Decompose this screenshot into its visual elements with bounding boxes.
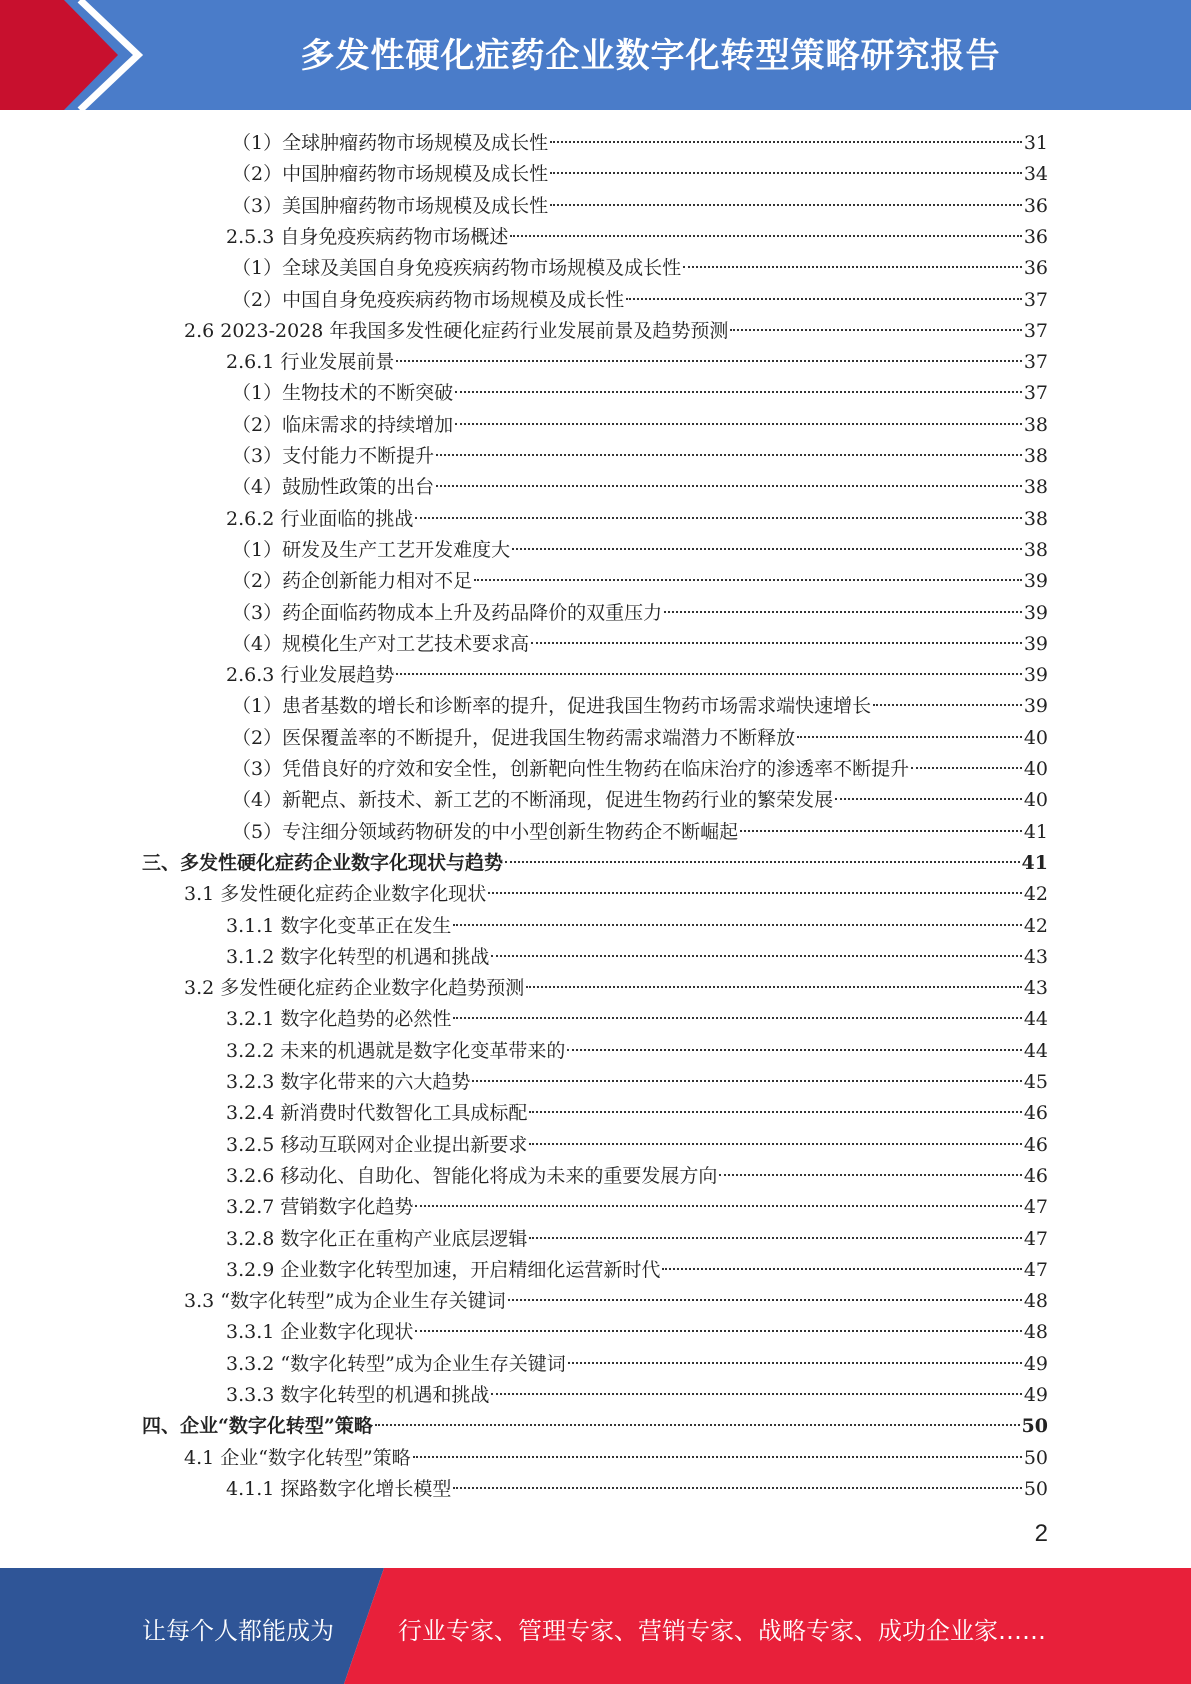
toc-entry-title: （2）药企创新能力相对不足 — [232, 570, 473, 593]
toc-entry-page: 40 — [1023, 726, 1048, 749]
toc-entry-page: 36 — [1023, 225, 1048, 248]
toc-dot-leader — [436, 454, 1022, 456]
toc-dot-leader — [474, 579, 1022, 581]
toc-entry-title: （2）医保覆盖率的不断提升，促进我国生物药需求端潜力不断释放 — [232, 726, 796, 749]
toc-entry[interactable] — [226, 222, 1048, 253]
toc-entry-page: 39 — [1023, 632, 1048, 655]
toc-entry[interactable] — [226, 504, 1048, 535]
toc-entry-page: 36 — [1023, 194, 1048, 217]
toc-entry-page: 40 — [1023, 789, 1048, 812]
toc-entry-title: （3）支付能力不断提升 — [232, 445, 435, 467]
toc-entry-title: 3.2 多发性硬化症药企业数字化趋势预测 — [184, 977, 525, 1000]
toc-entry-title: 3.1.2 数字化转型的机遇和挑战 — [226, 945, 490, 968]
toc-entry[interactable] — [226, 1036, 1048, 1067]
toc-dot-leader — [835, 798, 1022, 800]
toc-dot-leader — [455, 391, 1022, 393]
toc-entry-page: 40 — [1023, 758, 1048, 780]
toc-entry[interactable] — [226, 1255, 1048, 1286]
toc-entry-page: 47 — [1023, 1258, 1048, 1281]
toc-entry-title: 3.2.4 新消费时代数智化工具成标配 — [226, 1102, 528, 1125]
toc-entry-title: （3）药企面临药物成本上升及药品降价的双重压力 — [232, 601, 663, 624]
toc-entry-page: 39 — [1023, 695, 1048, 718]
toc-entry-page: 37 — [1023, 382, 1048, 405]
toc-entry[interactable] — [184, 1286, 1048, 1317]
toc-entry-page: 38 — [1023, 538, 1048, 561]
toc-entry-page: 50 — [1021, 1415, 1048, 1438]
toc-entry[interactable] — [232, 629, 1048, 660]
toc-dot-leader — [436, 485, 1022, 487]
toc-dot-leader — [529, 1143, 1021, 1145]
toc-dot-leader — [508, 1299, 1022, 1301]
toc-dot-leader — [512, 548, 1022, 550]
toc-dot-leader — [531, 642, 1022, 644]
toc-entry[interactable] — [184, 1443, 1048, 1474]
toc-entry[interactable] — [142, 848, 1048, 879]
toc-entry-title: 3.1.1 数字化变革正在发生 — [226, 914, 452, 937]
toc-dot-leader — [526, 986, 1022, 988]
toc-entry[interactable] — [226, 911, 1048, 942]
page-header — [0, 0, 1191, 110]
toc-entry-title: 3.2.8 数字化正在重构产业底层逻辑 — [226, 1227, 528, 1250]
toc-entry-title: 3.2.6 移动化、自助化、智能化将成为未来的重要发展方向 — [226, 1164, 718, 1187]
toc-entry-page: 39 — [1023, 664, 1048, 687]
toc-entry[interactable] — [232, 410, 1048, 441]
toc-entry-title: （4）新靶点、新技术、新工艺的不断涌现，促进生物药行业的繁荣发展 — [232, 789, 834, 812]
toc-dot-leader — [683, 266, 1022, 268]
toc-dot-leader — [719, 1174, 1021, 1176]
toc-entry[interactable] — [232, 285, 1048, 316]
toc-entry-page: 39 — [1023, 570, 1048, 593]
toc-dot-leader — [873, 704, 1022, 706]
toc-entry-page: 48 — [1023, 1290, 1048, 1313]
toc-dot-leader — [662, 1268, 1021, 1270]
toc-dot-leader — [529, 1237, 1021, 1239]
toc-entry-title: （1）生物技术的不断突破 — [232, 382, 454, 405]
toc-entry-page: 44 — [1023, 1008, 1048, 1031]
toc-dot-leader — [455, 423, 1022, 425]
toc-entry[interactable] — [232, 472, 1048, 503]
toc-entry-title: 3.3.2 “数字化转型”成为企业生存关键词 — [226, 1352, 566, 1375]
page-title: 多发性硬化症药企业数字化转型策略研究报告 — [300, 36, 1001, 76]
toc-dot-leader — [413, 1456, 1022, 1458]
toc-entry-title: 4.1 企业“数字化转型”策略 — [184, 1446, 411, 1469]
toc-entry[interactable] — [226, 1130, 1048, 1161]
toc-entry-page: 47 — [1023, 1196, 1048, 1219]
toc-entry-title: 2.6.3 行业发展趋势 — [226, 664, 395, 687]
toc-entry-title: （2）中国肿瘤药物市场规模及成长性 — [232, 163, 549, 186]
toc-dot-leader — [488, 892, 1022, 894]
toc-entry[interactable] — [226, 1349, 1048, 1380]
toc-entry[interactable] — [232, 723, 1048, 754]
toc-entry[interactable] — [184, 973, 1048, 1004]
toc-entry[interactable] — [232, 754, 1048, 785]
toc-dot-leader — [550, 172, 1022, 174]
toc-entry-title: （4）规模化生产对工艺技术要求高 — [232, 632, 530, 655]
toc-entry[interactable] — [226, 347, 1048, 378]
toc-entry-title: （3）凭借良好的疗效和安全性，创新靶向性生物药在临床治疗的渗透率不断提升 — [232, 758, 910, 780]
toc-entry-title: 四、企业“数字化转型”策略 — [142, 1415, 373, 1438]
toc-entry[interactable] — [232, 191, 1048, 222]
toc-entry-page: 37 — [1023, 288, 1048, 311]
toc-entry-title: 3.2.1 数字化趋势的必然性 — [226, 1008, 452, 1031]
toc-entry[interactable] — [226, 942, 1048, 973]
toc-entry-page: 43 — [1023, 945, 1048, 968]
toc-dot-leader — [491, 1393, 1021, 1395]
toc-entry-page: 46 — [1023, 1133, 1048, 1156]
toc-entry[interactable] — [232, 441, 1048, 472]
toc-dot-leader — [491, 955, 1021, 957]
toc-entry[interactable] — [184, 879, 1048, 910]
toc-entry[interactable] — [226, 1317, 1048, 1348]
toc-dot-leader — [415, 1330, 1021, 1332]
toc-entry-title: 3.3.1 企业数字化现状 — [226, 1321, 414, 1344]
toc-entry-page: 42 — [1023, 883, 1048, 906]
toc-dot-leader — [510, 235, 1021, 237]
toc-entry-page: 47 — [1023, 1227, 1048, 1250]
toc-entry-title: 2.5.3 自身免疫疾病药物市场概述 — [226, 225, 509, 248]
toc-entry-title: （1）研发及生产工艺开发难度大 — [232, 538, 511, 561]
toc-entry[interactable] — [184, 316, 1048, 347]
toc-entry-page: 34 — [1023, 163, 1048, 186]
toc-entry[interactable] — [226, 660, 1048, 691]
toc-dot-leader — [740, 830, 1022, 832]
toc-entry[interactable] — [232, 253, 1048, 284]
toc-entry-page: 49 — [1023, 1384, 1048, 1406]
toc-entry[interactable] — [232, 691, 1048, 722]
chevron-logo-icon — [0, 0, 160, 110]
page-footer — [0, 1568, 1191, 1684]
toc-entry-title: （1）患者基数的增长和诊断率的提升，促进我国生物药市场需求端快速增长 — [232, 695, 872, 718]
toc-entry-page: 37 — [1023, 319, 1048, 342]
toc-entry[interactable] — [232, 817, 1048, 848]
toc-entry[interactable] — [226, 1067, 1048, 1098]
toc-entry-page: 38 — [1023, 507, 1048, 530]
toc-entry[interactable] — [226, 1380, 1048, 1411]
toc-dot-leader — [568, 1362, 1022, 1364]
toc-dot-leader — [911, 767, 1022, 769]
toc-entry-title: 3.3.3 数字化转型的机遇和挑战 — [226, 1384, 490, 1406]
toc-entry-page: 50 — [1023, 1477, 1048, 1500]
toc-entry-title: 3.2.7 营销数字化趋势 — [226, 1196, 414, 1219]
toc-entry-page: 38 — [1023, 445, 1048, 467]
toc-entry-page: 38 — [1023, 476, 1048, 499]
toc-entry-title: 3.2.2 未来的机遇就是数字化变革带来的 — [226, 1039, 566, 1062]
toc-entry-title: 2.6.2 行业面临的挑战 — [226, 507, 414, 530]
toc-entry-title: 3.2.3 数字化带来的六大趋势 — [226, 1071, 471, 1093]
toc-dot-leader — [472, 1080, 1021, 1082]
toc-entry-page: 36 — [1023, 257, 1048, 280]
toc-entry[interactable] — [232, 785, 1048, 816]
toc-entry-title: 2.6 2023-2028 年我国多发性硬化症药行业发展前景及趋势预测 — [184, 319, 729, 342]
footer-slogan-right: 行业专家、管理专家、营销专家、战略专家、成功企业家…… — [398, 1617, 1046, 1645]
toc-entry-page: 37 — [1023, 351, 1048, 374]
page-number: 2 — [1034, 1520, 1048, 1547]
toc-entry-title: （2）临床需求的持续增加 — [232, 413, 454, 436]
toc-dot-leader — [550, 141, 1022, 143]
toc-entry-page: 44 — [1023, 1039, 1048, 1062]
toc-entry[interactable] — [232, 378, 1048, 409]
toc-entry[interactable] — [226, 1004, 1048, 1035]
toc-dot-leader — [797, 736, 1022, 738]
toc-entry-page: 50 — [1023, 1446, 1048, 1469]
toc-entry-page: 45 — [1023, 1071, 1048, 1093]
toc-entry[interactable] — [232, 566, 1048, 597]
toc-dot-leader — [453, 1487, 1021, 1489]
toc-entry[interactable] — [142, 1411, 1048, 1442]
toc-entry-page: 48 — [1023, 1321, 1048, 1344]
toc-entry[interactable] — [232, 598, 1048, 629]
toc-entry-page: 42 — [1023, 914, 1048, 937]
toc-entry-title: （3）美国肿瘤药物市场规模及成长性 — [232, 194, 549, 217]
toc-entry-title: 3.2.9 企业数字化转型加速，开启精细化运营新时代 — [226, 1258, 661, 1281]
toc-entry-title: （5）专注细分领域药物研发的中小型创新生物药企不断崛起 — [232, 820, 739, 843]
toc-entry-title: 4.1.1 探路数字化增长模型 — [226, 1477, 452, 1500]
toc-dot-leader — [453, 1017, 1021, 1019]
toc-entry-title: （1）全球及美国自身免疫疾病药物市场规模及成长性 — [232, 257, 682, 280]
toc-entry-title: 2.6.1 行业发展前景 — [226, 351, 395, 374]
toc-entry-title: 三、多发性硬化症药企业数字化现状与趋势 — [142, 851, 504, 874]
toc-entry[interactable] — [226, 1161, 1048, 1192]
toc-dot-leader — [375, 1424, 1020, 1426]
toc-entry-page: 39 — [1023, 601, 1048, 624]
toc-dot-leader — [626, 298, 1022, 300]
toc-entry[interactable] — [232, 128, 1048, 159]
toc-dot-leader — [505, 861, 1020, 863]
toc-dot-leader — [415, 517, 1021, 519]
toc-entry-page: 38 — [1023, 413, 1048, 436]
toc-dot-leader — [567, 1049, 1021, 1051]
toc-entry-title: 3.1 多发性硬化症药企业数字化现状 — [184, 883, 487, 906]
toc-dot-leader — [415, 1205, 1021, 1207]
toc-entry-page: 46 — [1023, 1164, 1048, 1187]
toc-entry[interactable] — [226, 1474, 1048, 1505]
toc-entry-title: （4）鼓励性政策的出台 — [232, 476, 435, 499]
toc-dot-leader — [453, 924, 1021, 926]
toc-dot-leader — [664, 611, 1022, 613]
toc-dot-leader — [550, 204, 1022, 206]
toc-entry-title: （2）中国自身免疫疾病药物市场规模及成长性 — [232, 288, 625, 311]
toc-entry-title: 3.2.5 移动互联网对企业提出新要求 — [226, 1133, 528, 1156]
toc-dot-leader — [529, 1111, 1021, 1113]
toc-entry-title: （1）全球肿瘤药物市场规模及成长性 — [232, 132, 549, 154]
toc-entry[interactable] — [226, 1192, 1048, 1223]
toc-entry[interactable] — [226, 1098, 1048, 1129]
toc-dot-leader — [396, 360, 1021, 362]
toc-entry-title: 3.3 “数字化转型”成为企业生存关键词 — [184, 1290, 506, 1313]
toc-entry-page: 46 — [1023, 1102, 1048, 1125]
toc-dot-leader — [396, 673, 1021, 675]
toc-entry-page: 41 — [1023, 820, 1048, 843]
toc-entry-page: 31 — [1023, 132, 1048, 154]
toc-entry-page: 41 — [1021, 851, 1048, 874]
footer-slogan-left: 让每个人都能成为 — [142, 1617, 334, 1645]
toc-entry[interactable] — [226, 1224, 1048, 1255]
toc-entry[interactable] — [232, 535, 1048, 566]
toc-entry-page: 43 — [1023, 977, 1048, 1000]
toc-dot-leader — [730, 329, 1021, 331]
toc-entry-page: 49 — [1023, 1352, 1048, 1375]
toc-entry[interactable] — [232, 159, 1048, 190]
